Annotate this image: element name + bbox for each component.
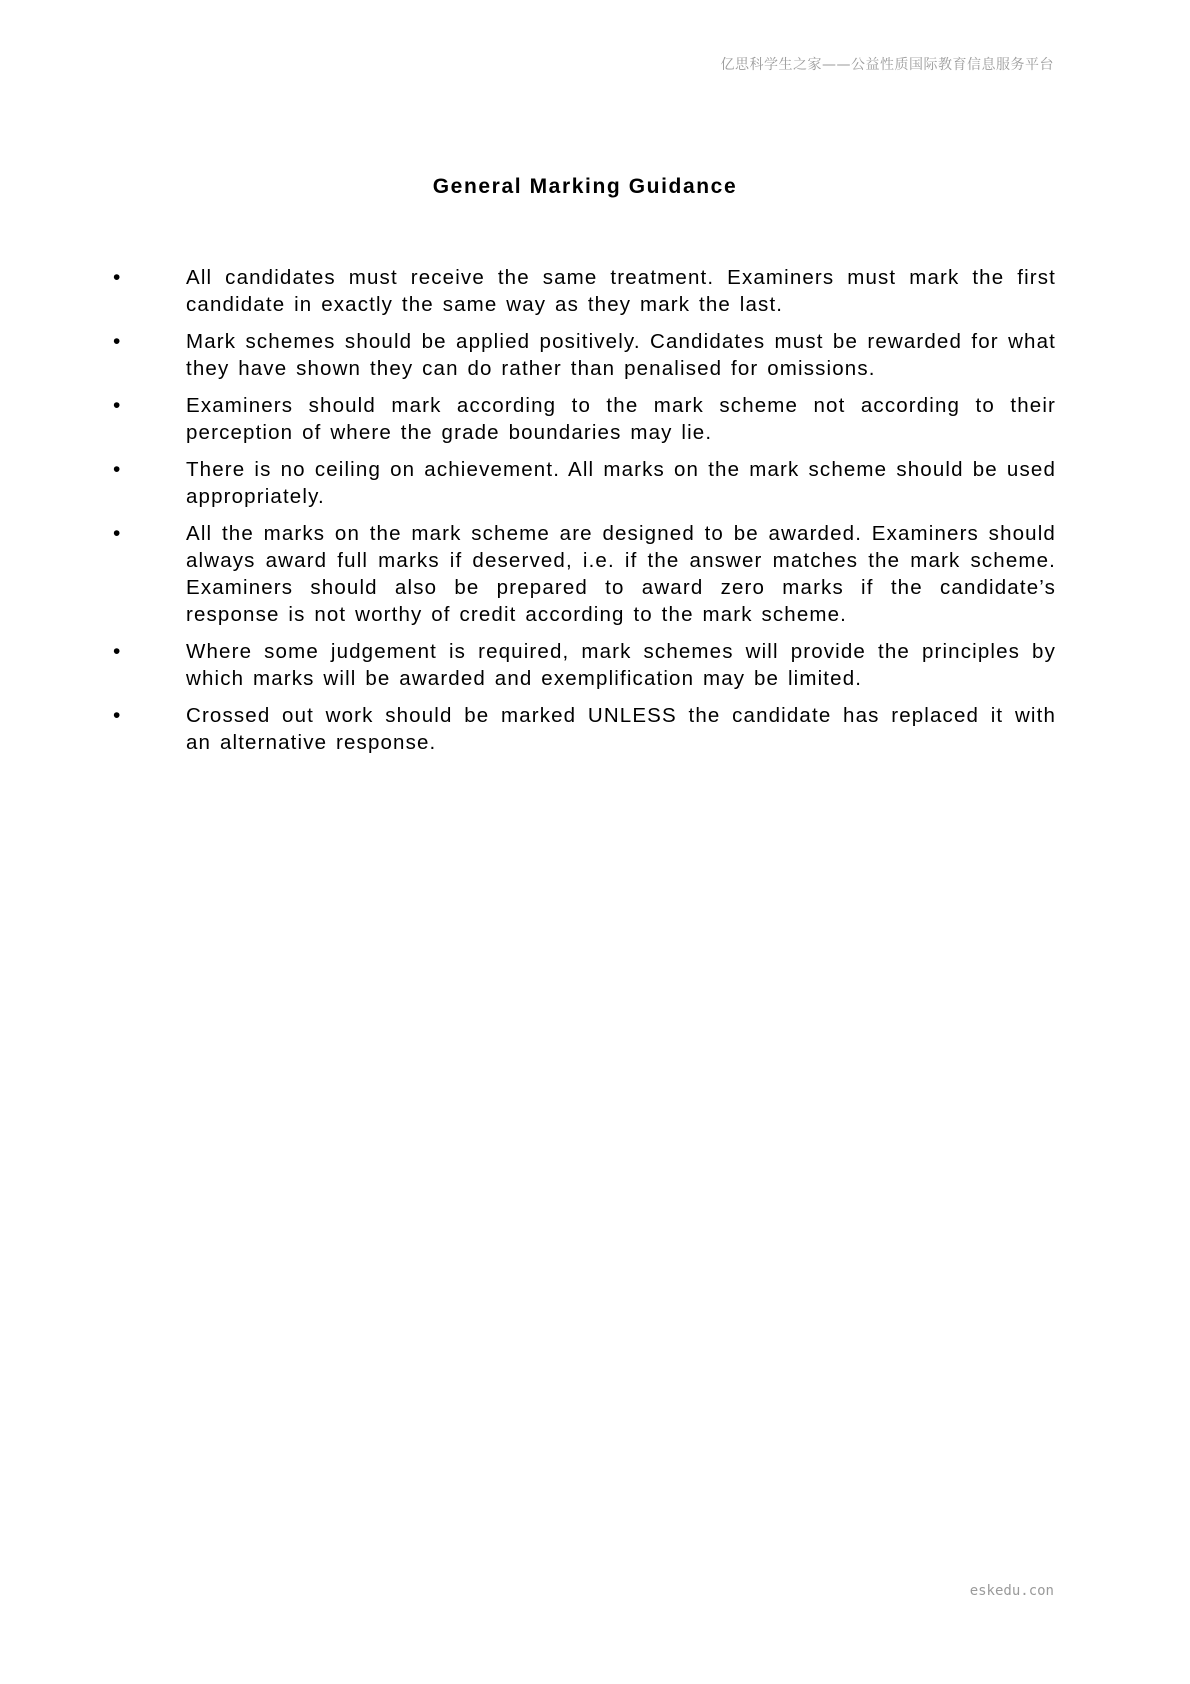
- list-item-text: All the marks on the mark scheme are designed to be awarded. Examiners should always award full marks if deserved, i.e. if the answer matches the mark scheme. Examiners should also be prepared to award zero marks if the candidate’s response is not worthy of credit according to the mark scheme.: [186, 522, 1056, 626]
- page-title: General Marking Guidance: [432, 175, 738, 198]
- bullet-icon: •: [113, 394, 121, 417]
- list-item: [0, 520, 1190, 628]
- guidance-list: [0, 264, 1190, 766]
- list-item: [0, 456, 1190, 510]
- list-item: [0, 638, 1190, 692]
- list-item-text: Mark schemes should be applied positively. Candidates must be rewarded for what they have shown they can do rather than penalised for omissions.: [186, 330, 1056, 380]
- list-item-text: Crossed out work should be marked UNLESS the candidate has replaced it with an alternative response.: [186, 704, 1056, 754]
- list-item-text: Where some judgement is required, mark schemes will provide the principles by which marks will be awarded and exemplification may be limited.: [186, 640, 1056, 690]
- list-item-text: There is no ceiling on achievement. All marks on the mark scheme should be used appropriately.: [186, 458, 1056, 508]
- bullet-icon: •: [113, 704, 121, 727]
- bullet-icon: •: [113, 640, 121, 663]
- list-item-text: Examiners should mark according to the mark scheme not according to their perception of where the grade boundaries may lie.: [186, 394, 1056, 444]
- bullet-icon: •: [113, 266, 121, 289]
- list-item: [0, 392, 1190, 446]
- bullet-icon: •: [113, 458, 121, 481]
- list-item: [0, 264, 1190, 318]
- footer-watermark: eskedu.con: [969, 1583, 1054, 1599]
- list-item: [0, 328, 1190, 382]
- bullet-icon: •: [113, 522, 121, 545]
- list-item-text: All candidates must receive the same treatment. Examiners must mark the first candidate in exactly the same way as they mark the last.: [186, 266, 1056, 316]
- header-watermark: 亿思科学生之家——公益性质国际教育信息服务平台: [720, 57, 1054, 73]
- list-item: [0, 702, 1190, 756]
- bullet-icon: •: [113, 330, 121, 353]
